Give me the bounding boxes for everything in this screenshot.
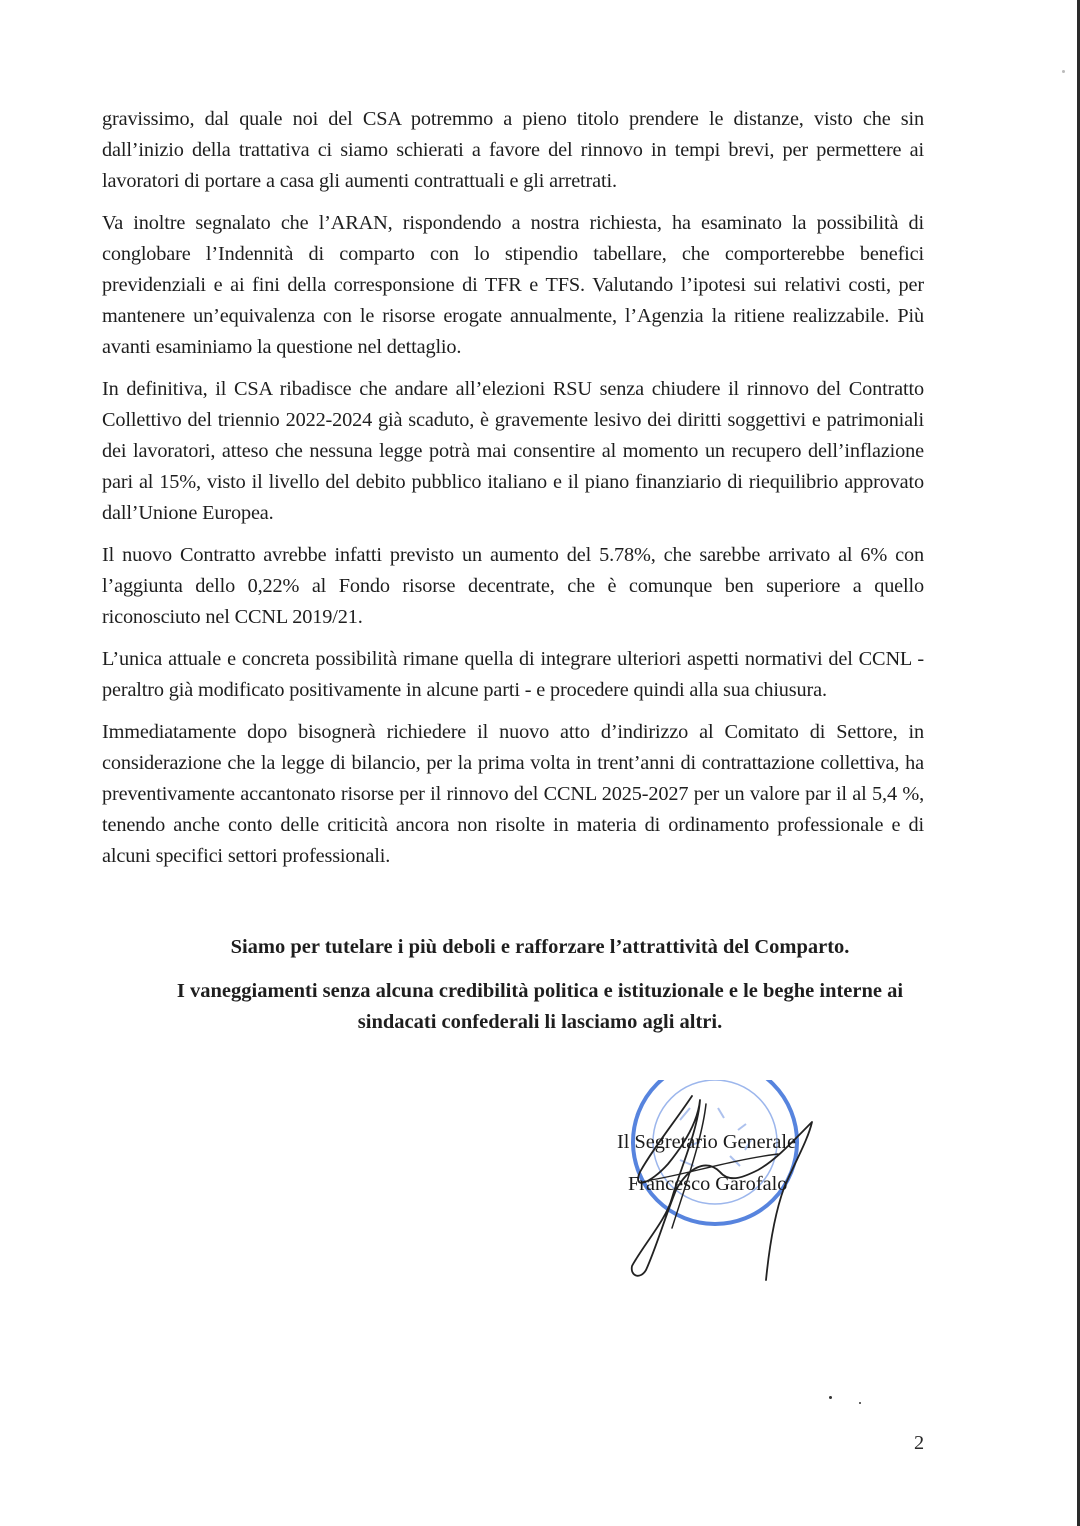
page-number: 2	[914, 1432, 925, 1454]
signatory-title: Il Segretario Generale	[617, 1131, 797, 1153]
signatory-name: Francesco Garofalo	[628, 1173, 788, 1195]
paragraph-2: Va inoltre segnalato che l’ARAN, rispondendo a nostra richiesta, ha esaminato la possibilità di conglobare l’Indennità di comparto con lo stipendio tabellare, che comporterebbe benefici previdenziali e ai fini della corresponsione di TFR e TFS. Valutando l’ipotesi sui relativi costi, per mantenere un’equivalenza con le risorse erogate annualmente, l’Agenzia la ritiene realizzabile. Più avanti esaminiamo la questione nel dettaglio.	[102, 212, 924, 358]
paragraph-6: Immediatamente dopo bisognerà richiedere il nuovo atto d’indirizzo al Comitato di Settore, in considerazione che la legge di bilancio, per la prima volta in trent’anni di contrattazione collettiva, ha preventivamente accantonato risorse per il rinnovo del CCNL 2025-2027 per un valore par il al 5,4 %, tenendo anche conto delle criticità ancora non risolte in materia di ordinamento professionale e di alcuni specifici settori professionali.	[102, 721, 924, 867]
scan-speck	[829, 1396, 832, 1399]
body-text	[102, 104, 924, 883]
paragraph-3: In definitiva, il CSA ribadisce che andare all’elezioni RSU senza chiudere il rinnovo del Contratto Collettivo del triennio 2022-2024 già scaduto, è gravemente lesivo dei diritti soggettivi e patrimoniali dei lavoratori, atteso che nessuna legge potrà mai consentire al momento un recupero dell’inflazione pari al 15%, visto il livello del debito pubblico italiano e il piano finanziario di riequilibrio approvato dall’Unione Europea.	[102, 378, 924, 524]
scan-speck	[1062, 70, 1065, 73]
closing-statement-2: I vaneggiamenti senza alcuna credibilità politica e istituzionale e le beghe interne ai sindacati confederali li lasciamo agli altri.	[176, 980, 904, 1033]
paragraph-4: Il nuovo Contratto avrebbe infatti previsto un aumento del 5.78%, che sarebbe arrivato al 6% con l’aggiunta dello 0,22% al Fondo risorse decentrate, che è comunque ben superiore a quello riconosciuto nel CCNL 2019/21.	[102, 544, 924, 628]
paragraph-5: L’unica attuale e concreta possibilità rimane quella di integrare ulteriori aspetti normativi del CCNL - peraltro già modificato positivamente in alcune parti - e procedere quindi alla sua chiusura.	[102, 648, 924, 701]
scan-speck	[859, 1402, 861, 1404]
signature-block	[580, 1080, 840, 1300]
paragraph-1: gravissimo, dal quale noi del CSA potremmo a pieno titolo prendere le distanze, visto che sin dall’inizio della trattativa ci siamo schierati a favore del rinnovo in tempi brevi, per permettere ai lavoratori di portare a casa gli aumenti contrattuali e gli arretrati.	[102, 108, 924, 192]
closing-statement-1: Siamo per tutelare i più deboli e rafforzare l’attrattività del Comparto.	[230, 936, 850, 958]
